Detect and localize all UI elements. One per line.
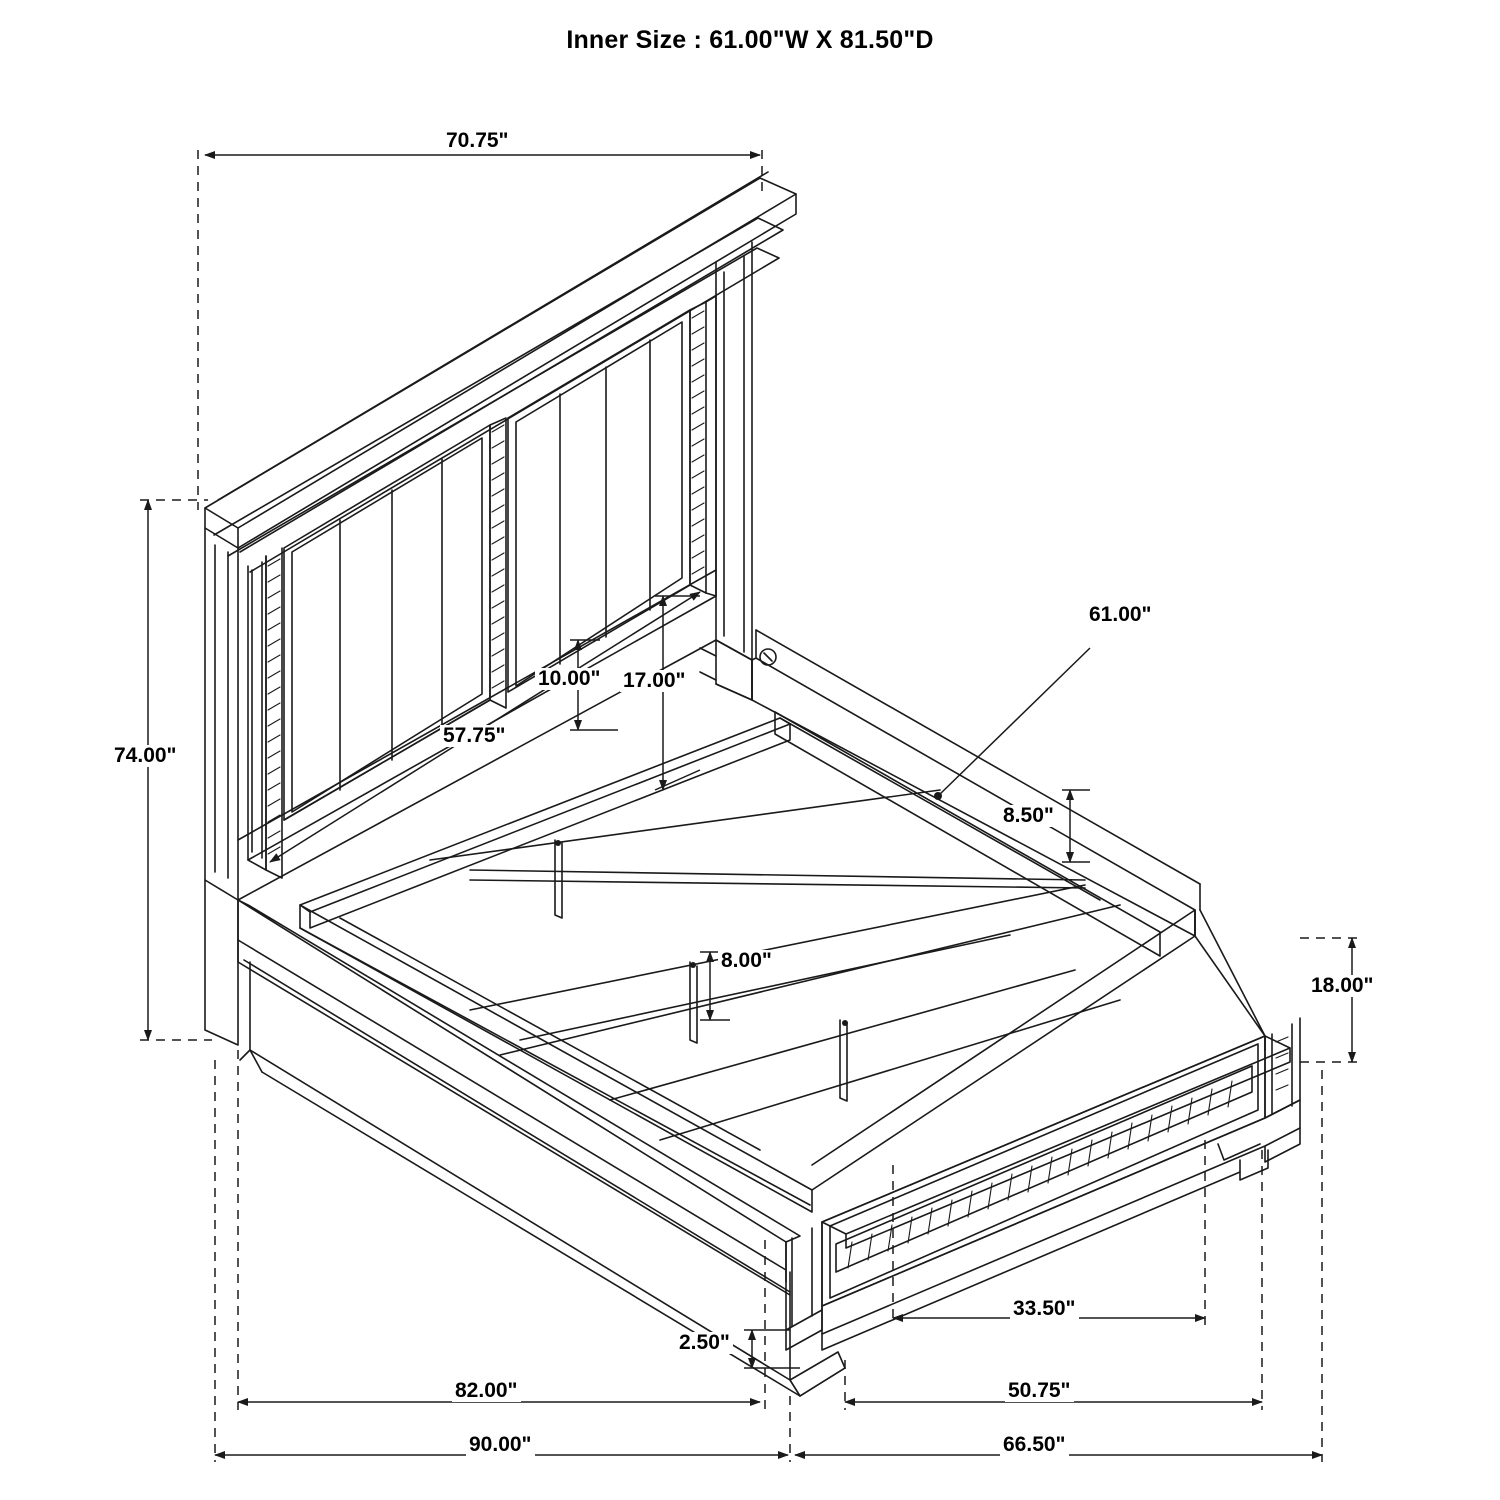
dimension-label-footboard-post-span: 33.50" — [1010, 1298, 1079, 1320]
dimension-label-headboard-width: 70.75" — [443, 130, 512, 152]
dimension-label-overall-height: 74.00" — [111, 745, 180, 767]
dimension-label-rail-height: 8.50" — [1000, 805, 1057, 827]
page-title: Inner Size : 61.00"W X 81.50"D — [566, 26, 934, 54]
dimension-label-side-rail-length: 82.00" — [452, 1380, 521, 1402]
dimension-label-slat-support-height: 8.00" — [718, 950, 775, 972]
dimension-label-foot-clearance: 2.50" — [676, 1332, 733, 1354]
dimension-label-overall-length: 90.00" — [466, 1434, 535, 1456]
dimension-label-inner-width: 61.00" — [1086, 604, 1155, 626]
dimension-label-overall-width: 66.50" — [1000, 1434, 1069, 1456]
dimension-label-footboard-inner-width: 50.75" — [1005, 1380, 1074, 1402]
dimension-label-headboard-panel-width: 57.75" — [440, 725, 509, 747]
dimension-label-headboard-clearance: 17.00" — [620, 670, 689, 692]
dimension-label-panel-detail-height: 10.00" — [535, 668, 604, 690]
dimension-label-footboard-height: 18.00" — [1308, 975, 1377, 997]
